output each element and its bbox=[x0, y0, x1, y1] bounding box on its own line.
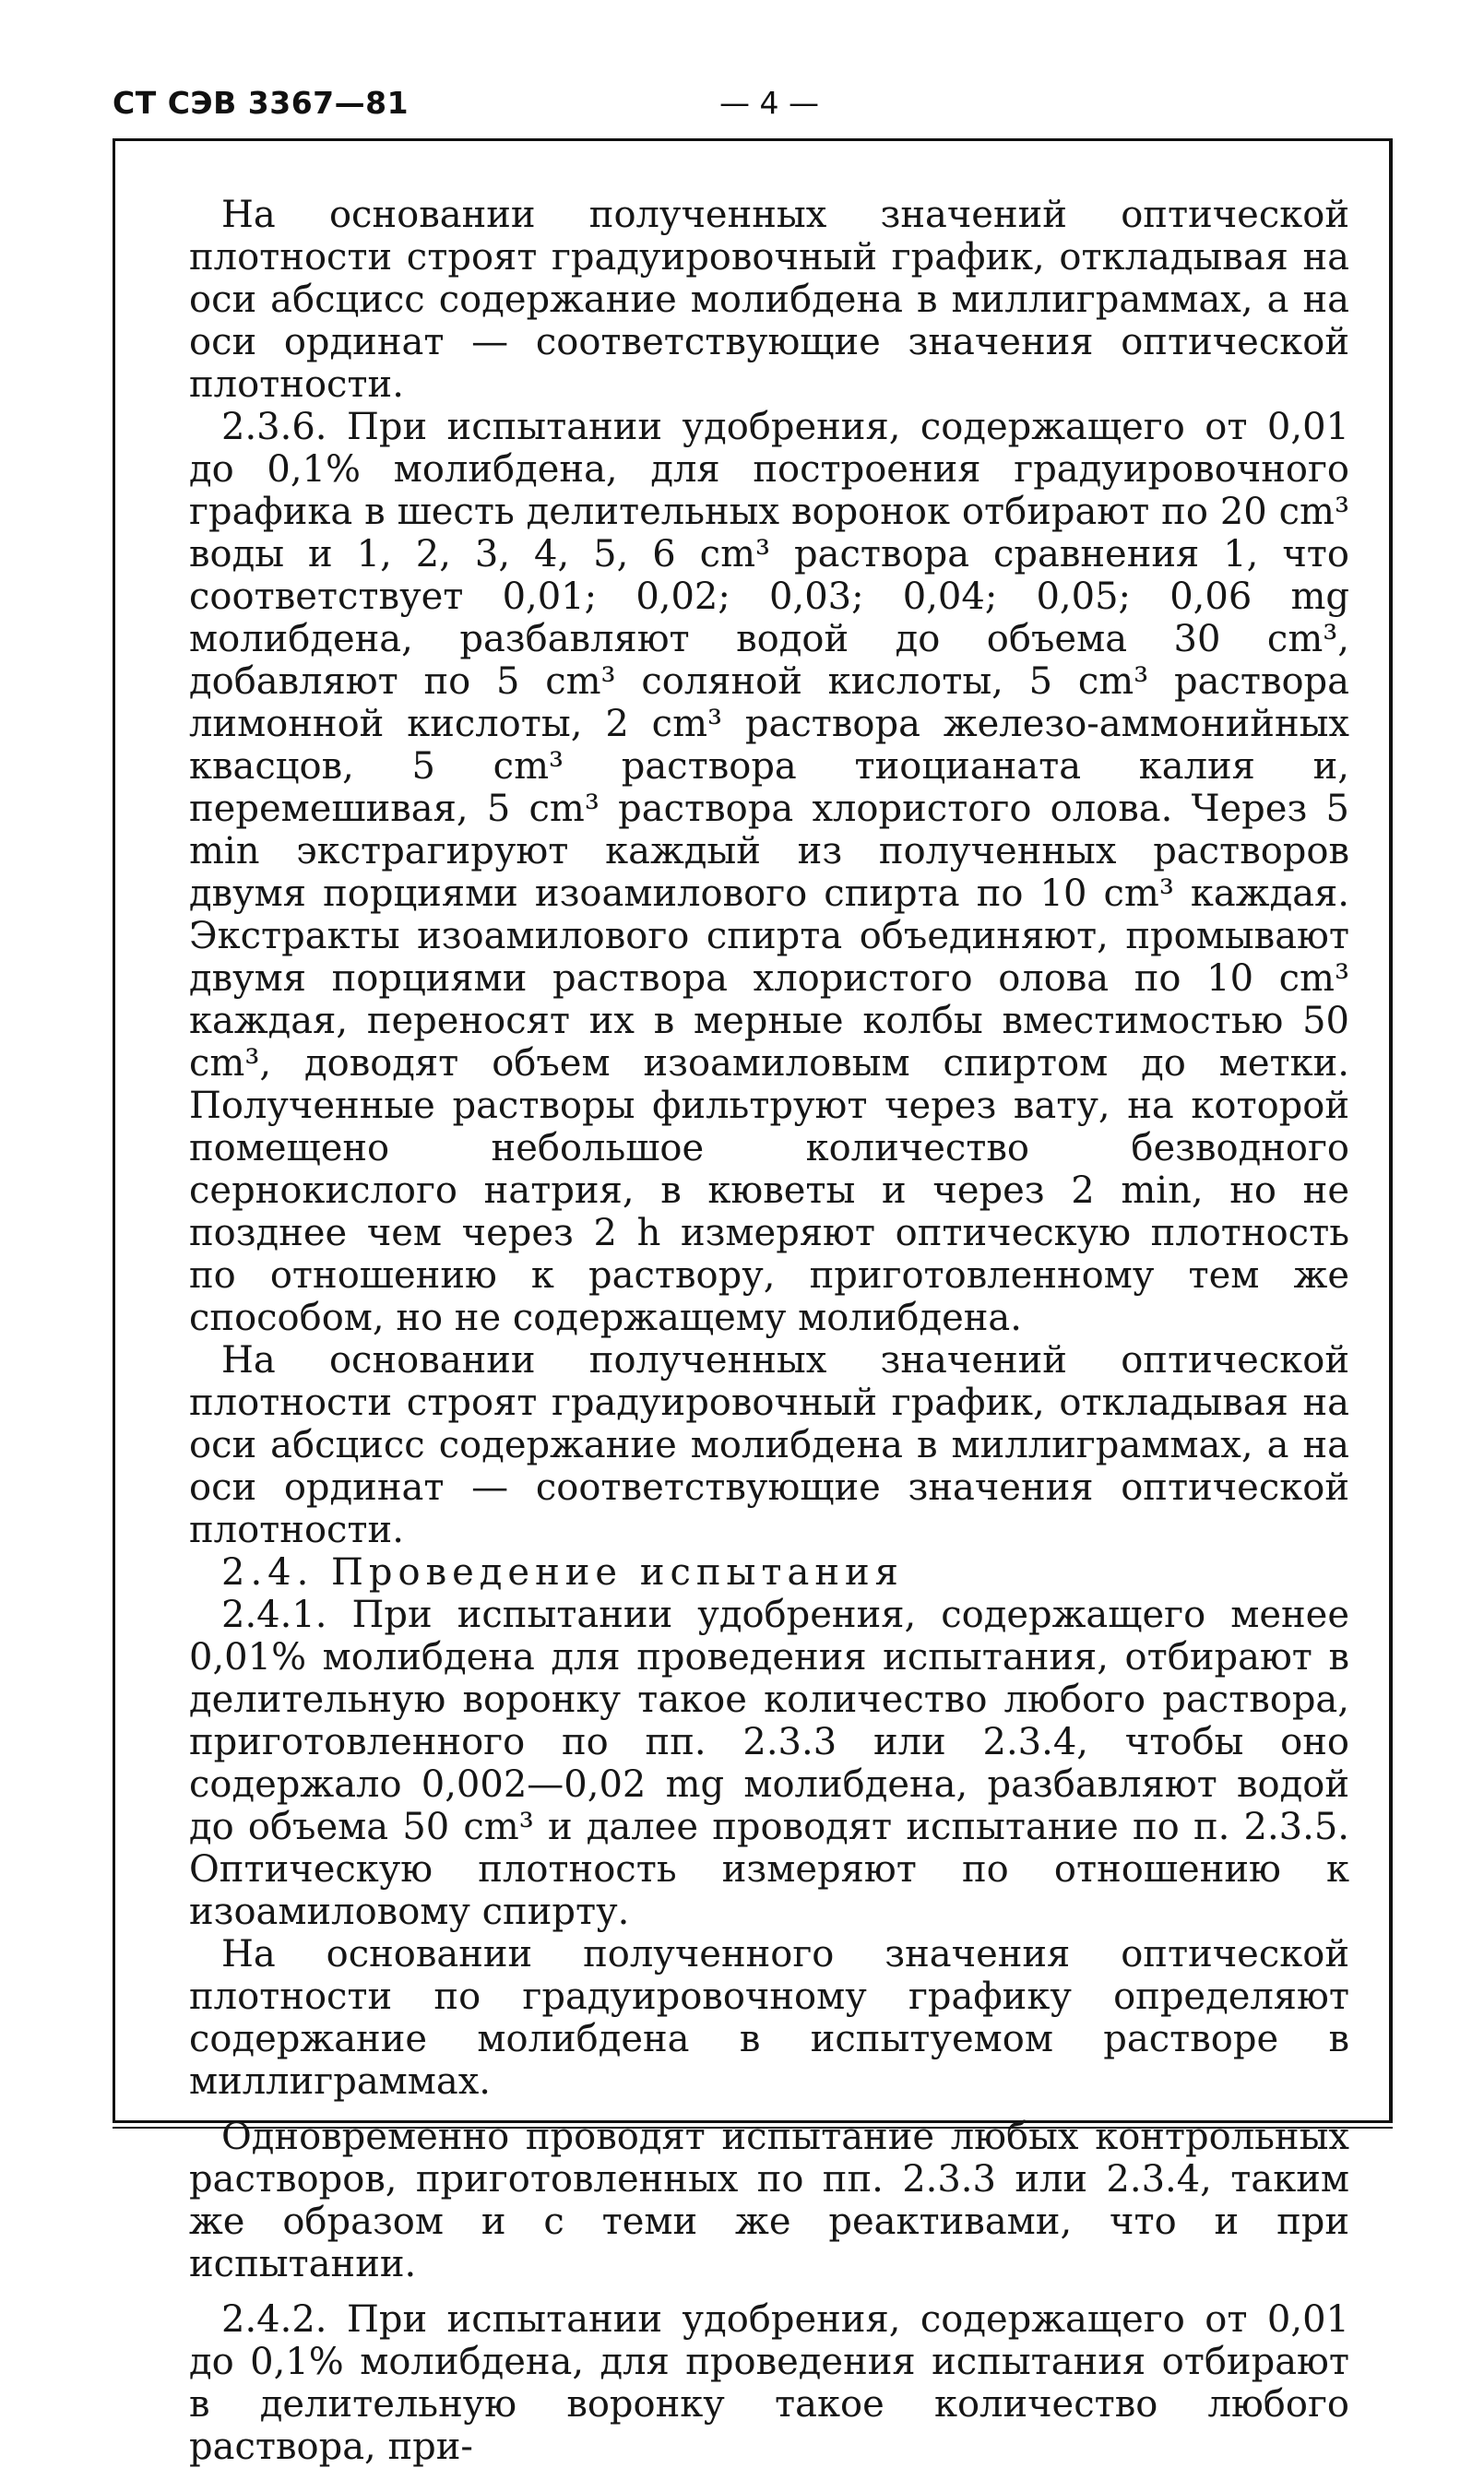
paragraph-2-3-6: 2.3.6. При испытании удобрения, содержащего от 0,01 до 0,1% молибдена, для построения градуировочного графика в шесть делительных воронок отбирают по 20 cm³ воды и 1, 2, 3, 4, 5, 6 cm³ раствора сравнения 1, что соответствует 0,01; 0,02; 0,03; 0,04; 0,05; 0,06 mg молибдена, разбавляют водой до объема 30 cm³, добавляют по 5 cm³ соляной кислоты, 5 cm³ раствора лимонной кислоты, 2 cm³ раствора железо-аммонийных квасцов, 5 cm³ раствора тиоцианата калия и, перемешивая, 5 cm³ раствора хлористого олова. Через 5 min экстрагируют каждый из полученных растворов двумя порциями изоамилового спирта по 10 cm³ каждая. Экстракты изоамилового спирта объединяют, промывают двумя порциями раствора хлористого олова по 10 cm³ каждая, переносят их в мерные колбы вместимостью 50 cm³, доводят объем изоамиловым спиртом до метки. Полученные растворы фильтруют через вату, на которой помещено небольшое количество безводного сернокислого натрия, в кюветы и через 2 min, но не позднее чем через 2 h измеряют оптическую плотность по отношению к раствору, приготовленному тем же способом, но не содержащему молибдена. bbox=[189, 406, 1349, 1339]
paragraph-2-4-2: 2.4.2. При испытании удобрения, содержащего от 0,01 до 0,1% молибдена, для проведения испытания отбирают в делительную воронку такое количество любого раствора, при- bbox=[189, 2298, 1349, 2468]
paragraph-calibration-summary-2: На основании полученных значений оптической плотности строят градуировочный график, откладывая на оси абсцисс содержание молибдена в миллиграммах, а на оси ординат — соответствующие значения оптической плотности. bbox=[189, 1339, 1349, 1551]
document-body bbox=[189, 194, 1349, 2468]
paragraph-calibration-summary-1: На основании полученных значений оптической плотности строят градуировочный график, откладывая на оси абсцисс содержание молибдена в миллиграммах, а на оси ординат — соответствующие значения оптической плотности. bbox=[189, 194, 1349, 406]
section-title-text: 2.4. Проведение испытания bbox=[221, 1551, 904, 1594]
document-code: СТ СЭВ 3367—81 bbox=[113, 85, 410, 121]
paragraph-2-4-1: 2.4.1. При испытании удобрения, содержащего менее 0,01% молибдена для проведения испытания, отбирают в делительную воронку такое количество любого раствора, приготовленного по пп. 2.3.3 или 2.3.4, чтобы оно содержало 0,002—0,02 mg молибдена, разбавляют водой до объема 50 cm³ и далее проводят испытание по п. 2.3.5. Оптическую плотность измеряют по отношению к изоамиловому спирту. bbox=[189, 1594, 1349, 1933]
paragraph-control-solutions: Одновременно проводят испытание любых контрольных растворов, приготовленных по пп. 2.3.3 или 2.3.4, таким же образом и с теми же реактивами, что и при испытании. bbox=[189, 2116, 1349, 2285]
page-header bbox=[113, 85, 1395, 131]
paragraph-determination: На основании полученного значения оптической плотности по градуировочному графику определяют содержание молибдена в испытуемом растворе в миллиграммах. bbox=[189, 1933, 1349, 2103]
page-number: — 4 — bbox=[719, 85, 819, 121]
section-title-2-4 bbox=[189, 1551, 1349, 1594]
